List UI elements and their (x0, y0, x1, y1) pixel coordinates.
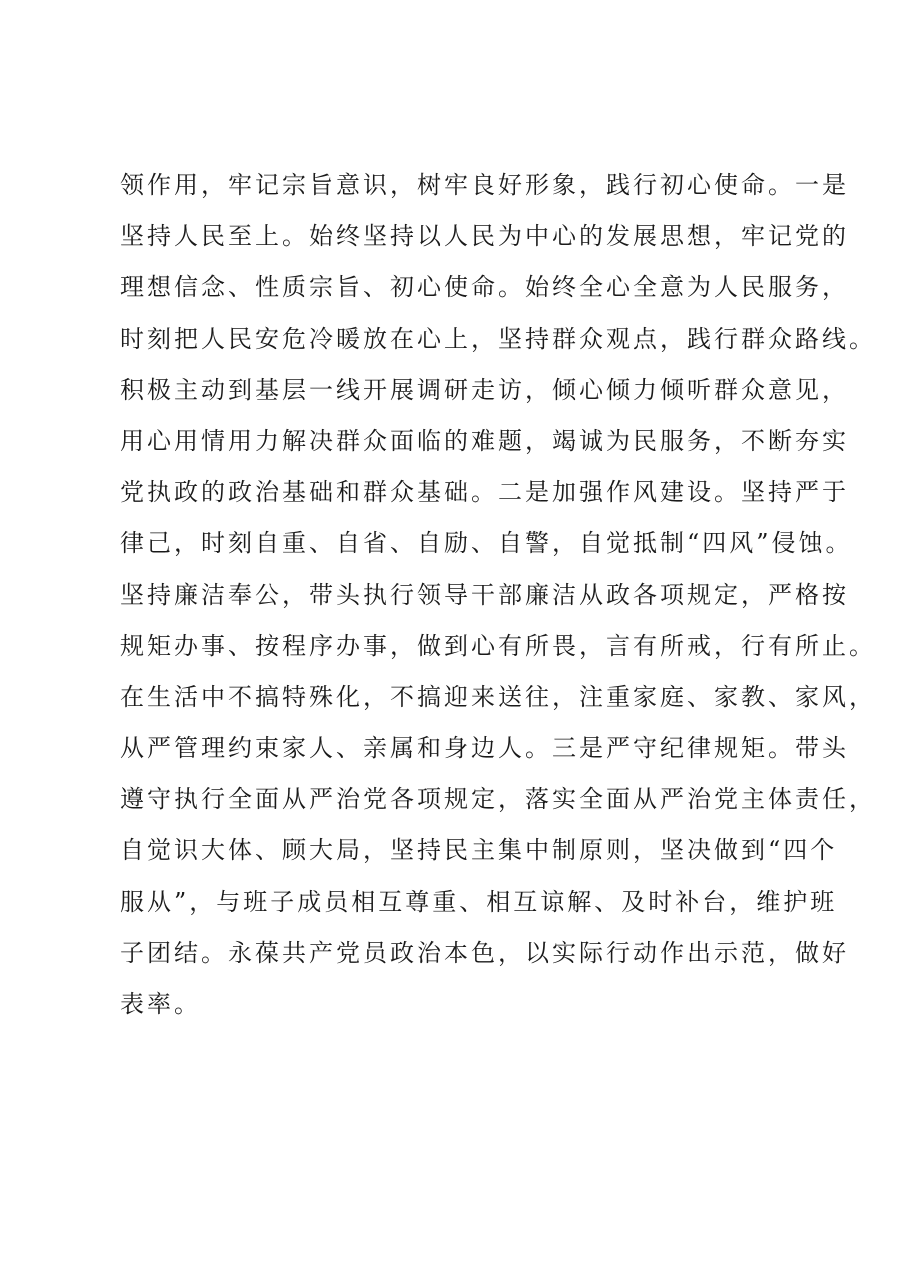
text-line: 从严管理约束家人、亲属和身边人。三是严守纪律规矩。带头 (120, 734, 849, 763)
text-line: 在生活中不搞特殊化，不搞迎来送往，注重家庭、家教、家风， (120, 682, 876, 711)
text-line: 规矩办事、按程序办事，做到心有所畏，言有所戒，行有所止。 (120, 631, 876, 660)
body-paragraph (120, 160, 876, 1030)
text-line: 服从”，与班子成员相互尊重、相互谅解、及时补台，维护班 (120, 887, 838, 916)
text-line: 自觉识大体、顾大局，坚持民主集中制原则，坚决做到“四个 (120, 836, 838, 865)
text-line: 时刻把人民安危冷暖放在心上，坚持群众观点，践行群众路线。 (120, 324, 876, 353)
text-line: 子团结。永葆共产党员政治本色，以实际行动作出示范，做好 (120, 938, 849, 967)
text-line: 坚持廉洁奉公，带头执行领导干部廉洁从政各项规定，严格按 (120, 580, 849, 609)
text-line: 遵守执行全面从严治党各项规定，落实全面从严治党主体责任， (120, 785, 876, 814)
text-line: 积极主动到基层一线开展调研走访，倾心倾力倾听群众意见， (120, 375, 849, 404)
text-line: 坚持人民至上。始终坚持以人民为中心的发展思想，牢记党的 (120, 222, 849, 251)
text-line: 用心用情用力解决群众面临的难题，竭诚为民服务，不断夯实 (120, 426, 849, 455)
text-line: 党执政的政治基础和群众基础。二是加强作风建设。坚持严于 (120, 478, 849, 507)
text-line: 领作用，牢记宗旨意识，树牢良好形象，践行初心使命。一是 (120, 171, 849, 199)
text-line: 表率。 (120, 990, 201, 1018)
text-line: 律己，时刻自重、自省、自励、自警，自觉抵制“四风”侵蚀。 (120, 529, 853, 558)
text-line: 理想信念、性质宗旨、初心使命。始终全心全意为人民服务， (120, 273, 849, 302)
